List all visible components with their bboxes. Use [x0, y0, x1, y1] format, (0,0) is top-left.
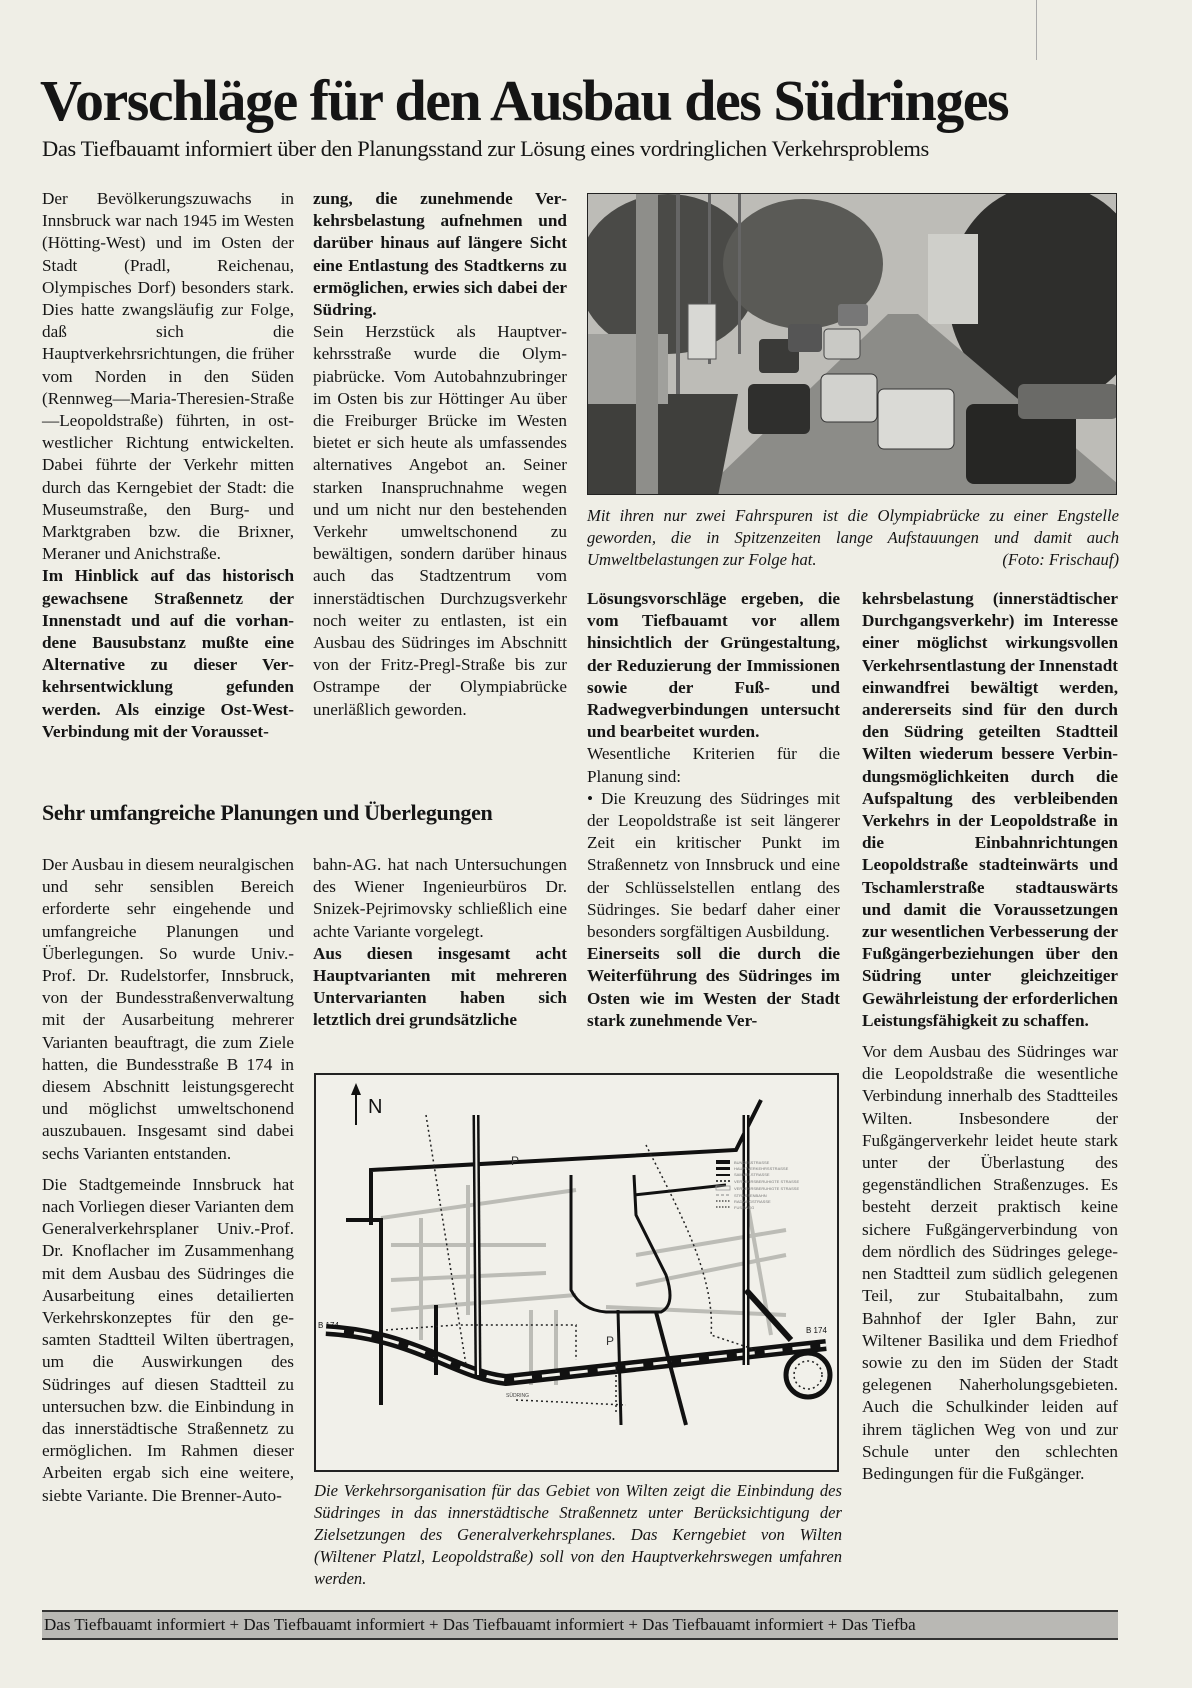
section-heading: Sehr umfangreiche Planungen und Überlegungen — [42, 800, 493, 825]
map-legend — [716, 1160, 799, 1210]
photo-credit: (Foto: Frischauf) — [1002, 550, 1119, 569]
footer-band: Das Tiefbauamt informiert + Das Tiefbauamt informiert + Das Tiefbauamt informiert + Das Tiefbauamt informiert + Das Tiefba — [42, 1610, 1118, 1640]
fold-mark — [1036, 0, 1037, 60]
article-column-1 — [42, 188, 294, 743]
svg-text:STRASSENBAHN: STRASSENBAHN — [734, 1193, 767, 1198]
road-network-diagram — [316, 1075, 837, 1470]
paragraph-bold: zung, die zunehmende Verkehrsbelastung aufnehmen und darüber hinaus auf längere Sicht eine Entlastung des Stadtkerns zu ermöglichen, erwies sich dabei der Südring. — [313, 189, 567, 320]
article-column-2 — [313, 188, 567, 721]
article-column-2-lower — [313, 854, 567, 1032]
svg-text:SAMMELSTRASSE: SAMMELSTRASSE — [734, 1172, 770, 1177]
paragraph: bahn-AG. hat nach Untersuchungen des Wiener Ingenieurbüros Dr. Snizek-Pejrimovsky schließlich eine achte Variante vorgelegt. — [313, 855, 567, 941]
photo-caption — [587, 505, 1119, 571]
paragraph-bold: Im Hinblick auf das historisch gewachsene Straßennetz der Innenstadt und auf die vorhandene Bausubstanz mußte eine Alternative zu dieser Verkehrsentwicklung gefunden werden. Als einzige Ost-West-Verbindung mit der Vorausset- — [42, 566, 294, 741]
paragraph-bold: Lösungsvorschläge ergeben, die vom Tiefbauamt vor allem hinsichtlich der Grüngestaltung, der Reduzierung der Immissionen sowie der Fuß- und Radwegverbindungen untersucht und bearbeitet wurden. — [587, 589, 840, 742]
paragraph-bold: Einerseits soll die durch die Weiterführung des Südringes im Osten wie im Westen der Stadt stark zunehmende Ver- — [587, 944, 840, 1030]
paragraph: Sein Herzstück als Hauptverkehrsstraße wurde die Olympiabrücke. Vom Autobahnzubringer im Osten bis zur Höttinger Au über die Freiburger Brücke im Westen bietet er sich heute als umfassendes alternatives Angebot an. Seiner starken Inanspruchnahme wegen und um nicht nur den bestehenden Verkehr umweltschonend zu bewältigen, sondern darüber hinaus auch das Stadtzentrum vom innerstädtischen Durchzugsverkehr noch weiter zu entlasten, ist ein Ausbau des Südringes im Abschnitt von der Fritz-Pregl-Straße bis zur Ostrampe der Olympiabrücke unerläßlich geworden. — [313, 322, 567, 719]
parking-label-2: P — [606, 1334, 615, 1348]
parking-label: P — [511, 1154, 520, 1168]
paragraph: Der Ausbau in diesem neuralgischen und sehr sensiblen Bereich erforderte sehr eingehende und umfangreiche Planungen und Überlegungen. So wurde Univ.-Prof. Dr. Rudelstorfer, Innsbruck, von der Bundesstraßenverwaltung mit der Ausarbeitung mehrerer Varianten beauftragt, die zum Ziele hatten, die Bundesstraße B 174 in diesem Abschnitt leistungsgerecht und möglichst umweltschonend auszubauen. Insgesamt sind dabei sechs Varianten entstanden. — [42, 855, 295, 1163]
b174-west-label: B 174 — [318, 1321, 339, 1330]
svg-text:HAUPTVERKEHRSSTRASSE: HAUPTVERKEHRSSTRASSE — [734, 1166, 789, 1171]
paragraph-bold: kehrsbelastung (innerstädtischer Durchgangsverkehr) im Interesse einer möglichst wirkungsvollen Verkehrsentlastung der Innenstadt einwandfrei bewältigt werden, andererseits sind für den durch den Südring geteilten Stadtteil Wilten wiederum bessere Verbindungsmöglichkeiten durch die Aufspaltung des verbleibenden Verkehrs in der Leopoldstraße in die Einbahnrichtungen Leopoldstraße stadteinwärts und Tschamlerstraße stadtauswärts und damit die Voraussetzungen zur wesentlichen Verbesserung der Fußgängerbeziehungen über den Südring unter gleichzeitiger Gewährleistung der erforderlichen Leistungsfähigkeit zu schaffen. — [862, 589, 1118, 1030]
photo-caption-text: Mit ihren nur zwei Fahrspuren ist die Olympiabrücke zu einer Engstelle geworden, die in Spitzenzeiten lange Aufstauungen und damit auch Umweltbelastungen zur Folge hat. — [587, 506, 1119, 569]
traffic-photo — [587, 193, 1117, 495]
svg-text:BUNDESSTRASSE: BUNDESSTRASSE — [734, 1160, 770, 1165]
svg-text:VERKEHRSBERUHIGTE STRASSE: VERKEHRSBERUHIGTE STRASSE — [734, 1179, 800, 1184]
article-column-4 — [862, 588, 1118, 1485]
photo-image — [588, 194, 1117, 495]
paragraph: Die Stadtgemeinde Innsbruck hat nach Vorliegen dieser Varianten dem Generalverkehrsplaner Univ.-Prof. Dr. Knoflacher im Zusammenhang mit dem Ausbau des Südringes die Ausarbeitung eines detailierten Verkehrskonzeptes für den gesamten Stadtteil Wilten übertragen, um die Auswirkungen des Südringes auf diesen Stadtteil zu untersuchen bzw. die Einbindung in das innerstädtische Straßennetz zu ermöglichen. Im Rahmen dieser Arbeiten ergab sich eine weitere, siebte Variante. Die Brenner-Auto- — [42, 1174, 295, 1505]
article-column-3 — [587, 588, 840, 1032]
subheadline: Das Tiefbauamt informiert über den Planungsstand zur Lösung eines vordringlichen Verkehrsproblems — [42, 136, 929, 161]
svg-text:FUSSWEG: FUSSWEG — [734, 1205, 755, 1210]
north-label: N — [368, 1096, 383, 1118]
traffic-map — [314, 1073, 839, 1472]
paragraph: Vor dem Ausbau des Südringes war die Leopoldstraße die wesentliche Verbindung innerhalb des Stadtteiles Wilten. Insbesondere der Fußgängerverkehr leidet heute stark unter der Überlastung des gegenständlichen Straßenzuges. Es besteht derzeit praktisch keine sichere Fußgängerverbindung von dem nördlich des Südringes gelegenen Stadtteil zum südlich gelegenen Teil, zur Stubaitalbahn, zum Bahnhof der Igler Bahn, zur Wiltener Basilika und dem Friedhof sowie zu den im Süden der Stadt gelegenen Naherholungsgebieten. Auch die Schulkinder leiden auf ihrem täglichen Weg von und zur Schule unter den schlechten Bedingungen für die Fußgänger. — [862, 1042, 1118, 1483]
article-column-1-lower — [42, 854, 294, 1507]
svg-text:RADWEGSTRASSE: RADWEGSTRASSE — [734, 1199, 771, 1204]
svg-text:VERKEHRSBERUHIGTE STRASSE: VERKEHRSBERUHIGTE STRASSE — [734, 1186, 800, 1191]
b174-east-label: B 174 — [806, 1326, 827, 1335]
paragraph: Wesentliche Kriterien für die Planung sind: — [587, 744, 840, 786]
paragraph: Der Bevölkerungszuwachs in Innsbruck war nach 1945 im Westen (Hötting-West) und im Osten der Stadt (Pradl, Reichenau, Olympisches Dorf) besonders stark. Dies hatte zwangsläufig zur Folge, daß sich die Hauptverkehrsrichtungen, die früher vom Norden in den Süden (Rennweg—Maria-Theresien-Straße—Leopoldstraße) führten, in ost-westlicher Richtung entwickelten. Dabei führte der Verkehr mitten durch das Kerngebiet der Stadt: die Museumstraße, den Burg- und Marktgraben bzw. die Brixner, Meraner und Anichstraße. — [42, 189, 294, 564]
paragraph-bold: Aus diesen insgesamt acht Hauptvarianten mit mehreren Untervarianten haben sich letztlich drei grundsätzliche — [313, 943, 567, 1030]
bullet-paragraph: • Die Kreuzung des Südringes mit der Leopoldstraße ist seit längerer Zeit ein kritischer Punkt im Straßennetz von Innsbruck und eine der Schlüsselstellen entlang des Südringes. Sie bedarf daher einer besonders sorgfältigen Ausbildung. — [587, 788, 840, 942]
north-arrow-icon — [351, 1083, 361, 1125]
suedring-label: SÜDRING — [506, 1393, 530, 1399]
headline: Vorschläge für den Ausbau des Südringes — [40, 68, 1009, 133]
map-caption: Die Verkehrsorganisation für das Gebiet von Wilten zeigt die Einbindung des Südringes in das innerstädtische Straßennetz unter Berücksichtigung der Zielsetzungen des Generalverkehrsplanes. Das Kerngebiet von Wilten (Wiltener Platzl, Leopoldstraße) soll von den Hauptverkehrswegen umfahren werden. — [314, 1481, 842, 1588]
